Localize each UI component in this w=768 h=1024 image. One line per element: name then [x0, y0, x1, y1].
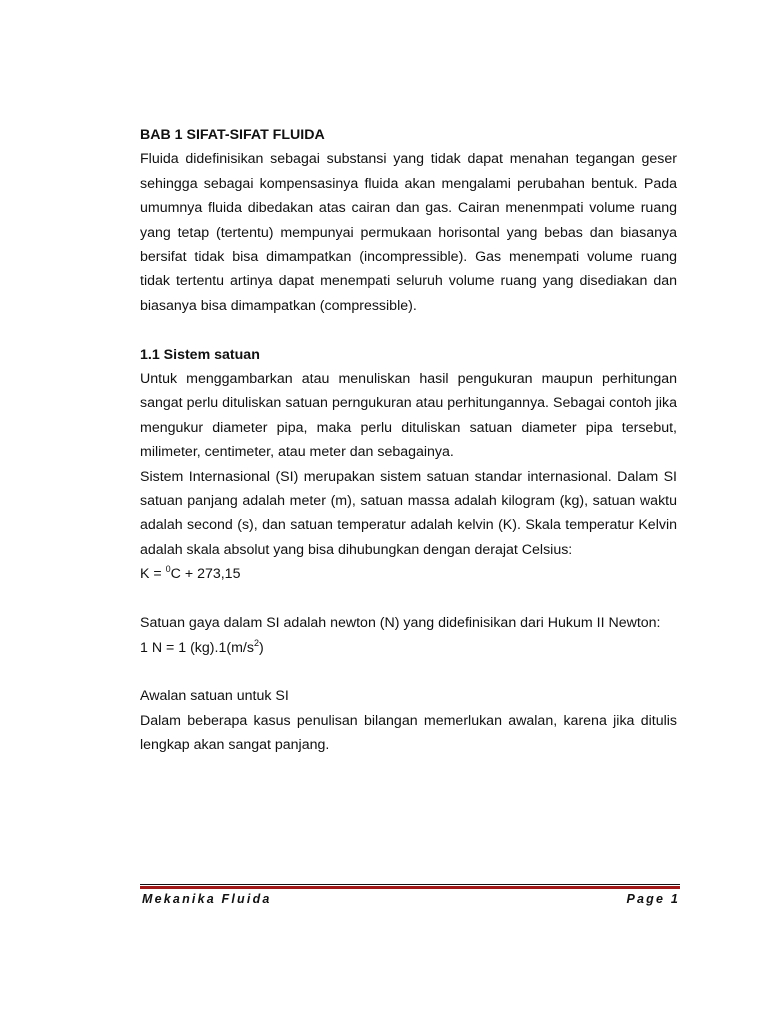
footer-divider — [140, 884, 680, 889]
spacer — [140, 660, 677, 684]
section-title: 1.1 Sistem satuan — [140, 346, 260, 363]
formula-part: ) — [258, 639, 264, 656]
prefix-paragraph: Dalam beberapa kasus penulisan bilangan memerlukan awalan, karena jika ditulis lengkap akan sangat panjang. — [140, 712, 677, 754]
formula-superscript: 2 — [253, 637, 259, 648]
formula-part: C + 273,15 — [170, 566, 241, 583]
formula-part: 1 N = 1 (kg).1(m/s — [140, 639, 254, 656]
page-footer — [142, 892, 680, 906]
chapter-title: BAB 1 SIFAT-SIFAT FLUIDA — [140, 127, 325, 143]
formula-part: K = — [140, 566, 166, 583]
prefix-subheading: Awalan satuan untuk SI — [140, 688, 289, 705]
spacer — [140, 318, 677, 342]
units-paragraph: Untuk menggambarkan atau menuliskan hasil pengukuran maupun perhitungan sangat perlu dituliskan satuan perngukuran atau perhitungannya. Sebagai contoh jika mengukur diameter pipa, maka perlu dituliskan satuan diameter pipa tersebut, milimeter, centimeter, atau meter dan sebagainya. — [140, 371, 677, 461]
force-paragraph: Satuan gaya dalam SI adalah newton (N) yang didefinisikan dari Hukum II Newton: — [140, 615, 661, 632]
spacer — [140, 587, 677, 611]
page-number: Page 1 — [626, 892, 680, 906]
page-content — [140, 123, 677, 758]
newton-formula — [140, 636, 677, 660]
footer-title: Mekanika Fluida — [142, 892, 272, 906]
kelvin-formula — [140, 562, 677, 586]
formula-superscript: 0 — [165, 564, 171, 575]
si-paragraph: Sistem Internasional (SI) merupakan sistem satuan standar internasional. Dalam SI satuan panjang adalah meter (m), satuan massa adalah kilogram (kg), satuan waktu adalah second (s), dan satuan temperatur adalah kelvin (K). Skala temperatur Kelvin adalah skala absolut yang bisa dihubungkan dengan derajat Celsius: — [140, 468, 677, 558]
intro-paragraph: Fluida didefinisikan sebagai substansi yang tidak dapat menahan tegangan geser sehingga sebagai kompensasinya fluida akan mengalami perubahan bentuk. Pada umumnya fluida dibedakan atas cairan dan gas. Cairan menenmpati volume ruang yang tetap (tertentu) mempunyai permukaan horisontal yang bebas dan biasanya bersifat tidak bisa dimampatkan (incompressible). Gas menempati volume ruang tidak tertentu artinya dapat menempati seluruh volume ruang yang disediakan dan biasanya bisa dimampatkan (compressible). — [140, 151, 677, 314]
